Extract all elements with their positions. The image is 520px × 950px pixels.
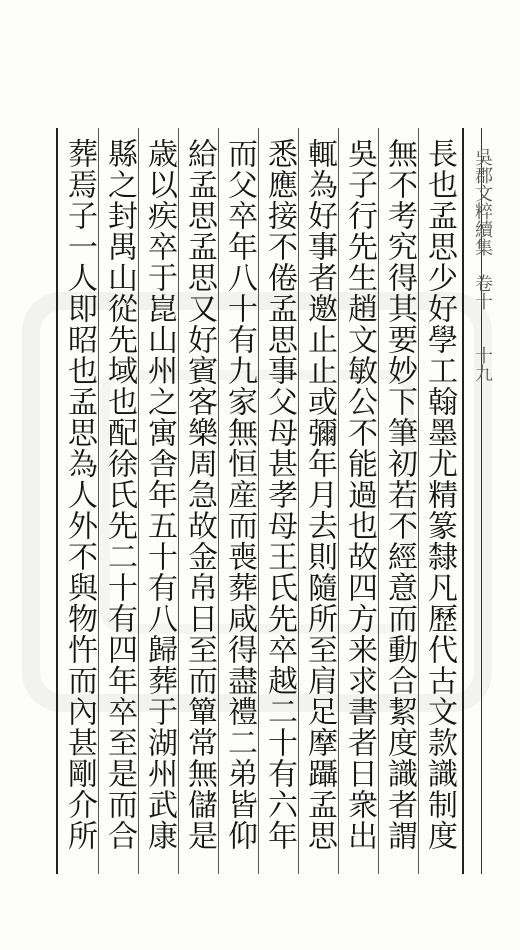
column-separator: [378, 128, 379, 874]
column-separator: [258, 128, 259, 874]
column-separator: [98, 128, 99, 874]
column-separator: [298, 128, 299, 874]
text-column-3: 吳子行先生趙文敏公不能過也故四方来求書者日衆出: [342, 138, 377, 851]
text-column-9: 縣之封禺山從先域也配徐氏先二十有四年卒至是而合: [102, 138, 137, 851]
text-column-6: 而父卒年八十有九家無恒産而喪葬咸得盡禮二弟皆仰: [222, 138, 257, 851]
text-column-2: 無不考究得其要妙下筆初若不經意而動合絜度識者謂: [382, 138, 417, 851]
column-separator: [218, 128, 219, 874]
column-separator: [418, 128, 419, 874]
column-separator: [338, 128, 339, 874]
margin-title: 吳郡文粹續集 卷十 十九: [472, 148, 493, 382]
text-column-8: 歳以疾卒于崑山州之寓舎年五十有八歸葬于湖州武康: [142, 138, 177, 851]
text-column-7: 給孟思孟思又好賓客樂周急故金帛日至而簞常無儲是: [182, 138, 217, 851]
text-column-5: 悉應接不倦孟思事父母甚孝母王氏先卒越二十有六年: [262, 138, 297, 851]
column-separator: [178, 128, 179, 874]
page-margin: [465, 128, 499, 874]
column-separator: [138, 128, 139, 874]
text-column-4: 輒為好事者邀止止或彌年月去則隨所至肩足摩躡孟思: [302, 138, 337, 851]
text-column-1: 長也孟思少好學工翰墨尤精篆隸凡歷代古文款識制度: [422, 138, 457, 851]
text-column-10: 葬焉子一人即昭也孟思為人外不與物忤而內甚剛介所: [62, 138, 97, 851]
